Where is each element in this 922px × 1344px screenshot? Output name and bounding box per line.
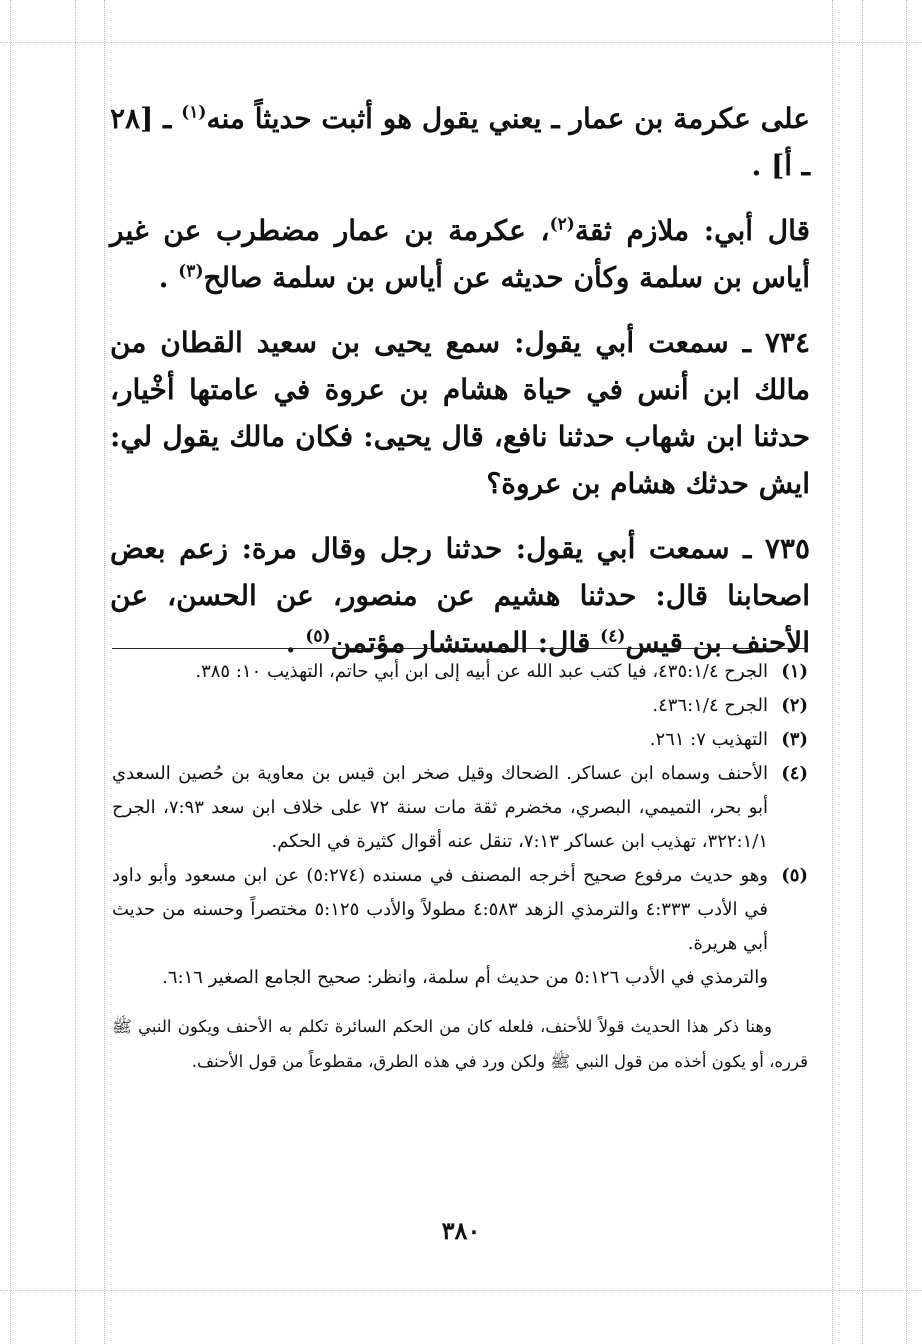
scan-guide	[906, 0, 907, 1344]
footnote-text: الجرح ٤٣٦:١/٤.	[652, 695, 768, 716]
paragraph-2-end: .	[158, 261, 179, 294]
paragraph-1-end: ـ [٢٨ ـ أ] .	[110, 102, 810, 182]
footnote-text: التهذيب ٧: ٢٦١.	[649, 729, 768, 750]
footnote-4	[112, 757, 808, 859]
paragraph-735-text-a: ـ سمعت أبي يقول: حدثنا رجل وقال مرة: زعم بعض اصحابنا قال: حدثنا هشيم عن منصور، عن الحسن، عن الأحنف بن قيس	[110, 532, 810, 659]
footnote-ref-4[interactable]: (٤)	[600, 626, 626, 647]
hadith-number-735: ٧٣٥	[764, 532, 810, 565]
footnote-number: (١)	[781, 661, 808, 682]
footnote-text: الأحنف وسماه ابن عساكر. الضحاك وقيل صخر ابن قيس بن معاوية بن حُصين السعدي أبو بحر، التميمي، البصري، مخضرم ثقة مات سنة ٧٢ على خلاف ابن سعد ٧:٩٣، الجرح ٣٢٢:١/١، تهذيب ابن عساكر ٧:١٣، تنقل عنه أقوال كثيرة في الحكم.	[112, 763, 769, 852]
footnote-number: (٣)	[781, 729, 808, 750]
footnote-ref-2[interactable]: (٢)	[549, 214, 575, 235]
paragraph-2-text-a: قال أبي: ملازم ثقة	[574, 214, 811, 247]
footnote-number: (٤)	[781, 763, 808, 784]
footnote-2	[112, 689, 808, 723]
paragraph-735-end: .	[285, 626, 306, 659]
scan-guide	[0, 42, 922, 43]
footnote-number: (٥)	[781, 865, 808, 886]
paragraph-2-text-b: ، عكرمة بن عمار مضطرب عن غير أياس بن سلمة وكأن حديثه عن أياس بن سلمة صالح	[110, 214, 810, 294]
footnote-1	[112, 655, 808, 689]
scan-guide	[10, 0, 11, 1344]
footnote-5-continuation: والترمذي في الأدب ٥:١٢٦ من حديث أم سلمة، وانظر: صحيح الجامع الصغير ٦:١٦.	[162, 967, 768, 988]
page-number: ٣٨٠	[441, 1216, 481, 1245]
footnotes-section	[112, 648, 808, 1096]
scan-guide	[862, 0, 863, 1344]
scan-guide	[832, 0, 833, 1344]
editor-note: وهنا ذكر هذا الحديث قولاً للأحنف، فلعله كان من الحكم السائرة تكلم به الأحنف ويكون النبي ﷺ قرره، أو يكون أخذه من قول النبي ﷺ ولكن ورد في هذه الطرق، مقطوعاً من قول الأحنف.	[112, 1017, 808, 1071]
footnote-ref-3[interactable]: (٣)	[178, 261, 204, 282]
paragraph-735	[110, 525, 810, 666]
paragraph-1-text: على عكرمة بن عمار ـ يعني يقول هو أثبت حديثاً منه	[206, 102, 810, 135]
footnote-number: (٢)	[781, 695, 808, 716]
main-text	[110, 95, 810, 684]
scan-guide	[75, 0, 76, 1344]
scan-guide	[104, 0, 105, 1344]
hadith-number-734: ٧٣٤	[764, 326, 810, 359]
paragraph-2	[110, 207, 810, 301]
footnote-5	[112, 859, 808, 961]
paragraph-1	[110, 95, 810, 189]
footnote-text: وهو حديث مرفوع صحيح أخرجه المصنف في مسنده (٥:٢٧٤) عن ابن مسعود وأبو داود في الأدب ٤:٣٣٣ والترمذي الزهد ٤:٥٨٣ مطولاً والأدب ٥:١٢٥ مختصراً وحسنه من حديث أبي هريرة.	[112, 865, 769, 954]
paragraph-735-text-b: قال: المستشار مؤتمن	[330, 626, 601, 659]
footnote-text: الجرح ٤٣٥:١/٤، فيا كتب عبد الله عن أبيه إلى ابن أبي حاتم، التهذيب ١٠: ٣٨٥.	[195, 661, 768, 682]
footnote-3	[112, 723, 808, 757]
paragraph-734	[110, 319, 810, 507]
paragraph-734-text: ـ سمعت أبي يقول: سمع يحيى بن سعيد القطان من مالك ابن أنس في حياة هشام بن عروة في عامتها أخْيار، حدثنا ابن شهاب حدثنا نافع، قال يحيى: فكان مالك يقول لي: ايش حدثك هشام بن عروة؟	[110, 326, 810, 500]
footnote-ref-5[interactable]: (٥)	[305, 626, 331, 647]
scan-guide	[0, 1290, 922, 1291]
footnote-ref-1[interactable]: (١)	[181, 102, 207, 123]
